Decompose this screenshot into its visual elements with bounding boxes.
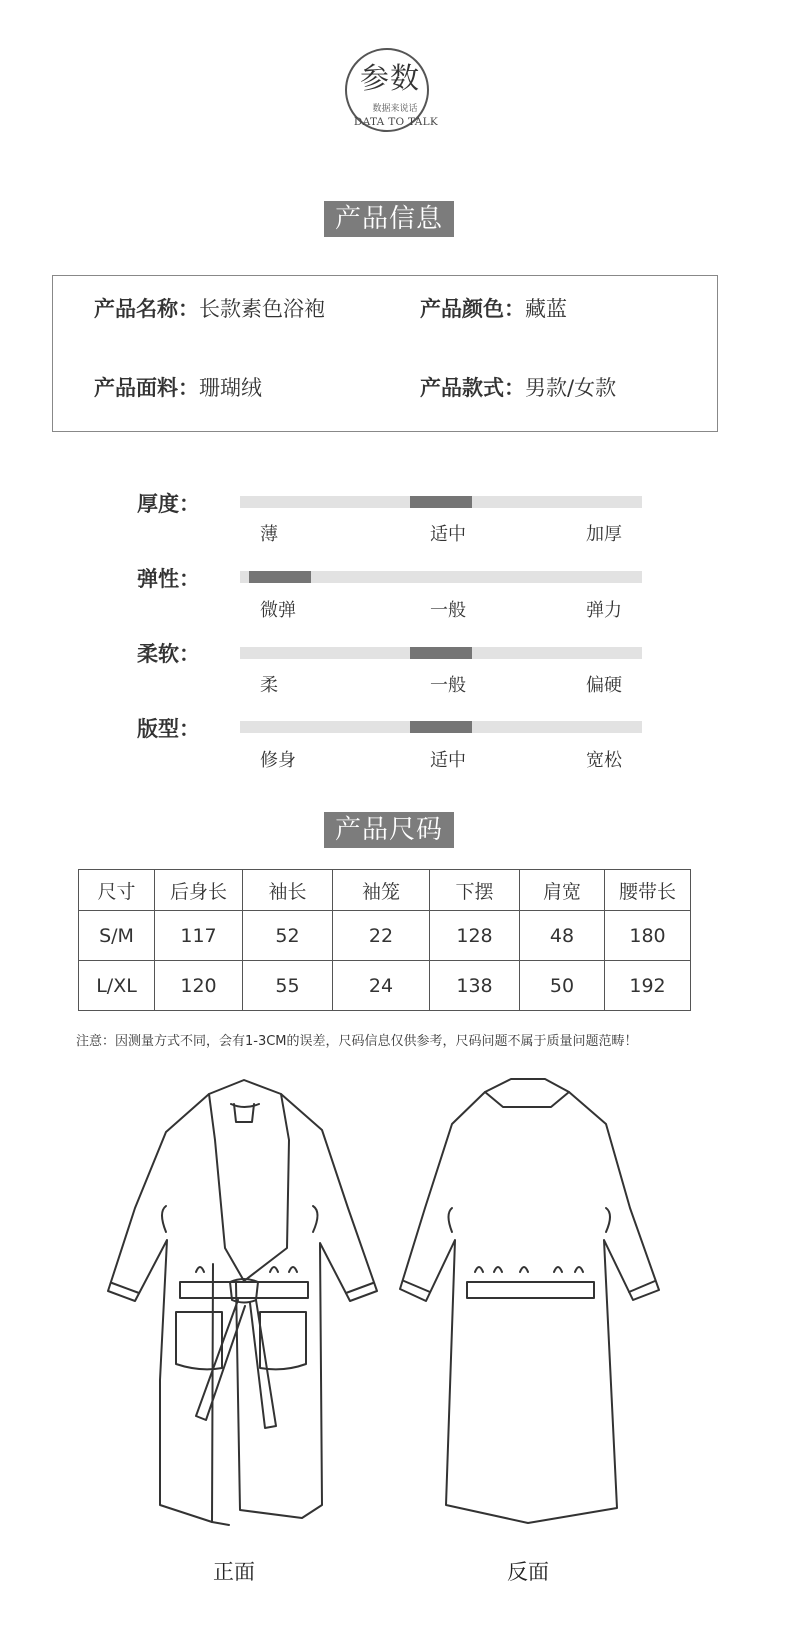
logo-subtitle: 数据来说话 bbox=[372, 104, 418, 114]
info-key: 产品面料： bbox=[94, 376, 199, 400]
scale-tick-mid: 适中 bbox=[430, 524, 466, 545]
table-cell: 24 bbox=[333, 961, 430, 1011]
table-cell: S/M bbox=[79, 911, 155, 961]
scale-label-softness: 柔软： bbox=[137, 642, 200, 666]
table-cell: 192 bbox=[605, 961, 691, 1011]
info-key: 产品名称： bbox=[94, 297, 199, 321]
front-label: 正面 bbox=[213, 1560, 255, 1584]
size-note: 注意：因测量方式不同，会有1-3CM的误差，尺码信息仅供参考，尺码问题不属于质量问题范畴！ bbox=[76, 1034, 638, 1049]
size-chart-heading: 产品尺码 bbox=[324, 812, 454, 848]
table-cell: 128 bbox=[430, 911, 520, 961]
scale-tick-mid: 一般 bbox=[430, 675, 466, 696]
info-key: 产品颜色： bbox=[420, 297, 525, 321]
table-header-cell: 尺寸 bbox=[79, 870, 155, 911]
scale-label-elasticity: 弹性： bbox=[137, 567, 200, 591]
back-label: 反面 bbox=[507, 1560, 549, 1584]
table-cell: 180 bbox=[605, 911, 691, 961]
scale-tick-low: 微弹 bbox=[260, 600, 296, 621]
info-key: 产品款式： bbox=[420, 376, 525, 400]
table-header-cell: 腰带长 bbox=[605, 870, 691, 911]
table-cell: 55 bbox=[243, 961, 333, 1011]
scale-tick-low: 修身 bbox=[260, 750, 296, 771]
table-cell: 52 bbox=[243, 911, 333, 961]
scale-tick-high: 加厚 bbox=[586, 524, 622, 545]
table-cell: L/XL bbox=[79, 961, 155, 1011]
table-cell: 120 bbox=[155, 961, 243, 1011]
table-cell: 50 bbox=[520, 961, 605, 1011]
table-header-cell: 肩宽 bbox=[520, 870, 605, 911]
scale-tick-high: 弹力 bbox=[586, 600, 622, 621]
info-value: 珊瑚绒 bbox=[199, 376, 262, 400]
info-value: 藏蓝 bbox=[525, 297, 567, 321]
table-header-cell: 下摆 bbox=[430, 870, 520, 911]
scale-label-fit: 版型： bbox=[137, 717, 200, 741]
table-cell: 117 bbox=[155, 911, 243, 961]
table-cell: 138 bbox=[430, 961, 520, 1011]
scale-tick-high: 宽松 bbox=[586, 750, 622, 771]
scale-tick-high: 偏硬 bbox=[586, 675, 622, 696]
scale-tick-mid: 适中 bbox=[430, 750, 466, 771]
scale-tick-low: 柔 bbox=[260, 675, 278, 696]
table-header-cell: 袖长 bbox=[243, 870, 333, 911]
scale-tick-mid: 一般 bbox=[430, 600, 466, 621]
scale-label-thickness: 厚度： bbox=[137, 492, 200, 516]
table-cell: 48 bbox=[520, 911, 605, 961]
info-value: 长款素色浴袍 bbox=[199, 297, 325, 321]
table-header-cell: 袖笼 bbox=[333, 870, 430, 911]
product-info-heading: 产品信息 bbox=[324, 201, 454, 237]
logo-english: DATA TO TALK bbox=[353, 116, 439, 128]
info-value: 男款/女款 bbox=[525, 376, 617, 400]
table-cell: 22 bbox=[333, 911, 430, 961]
scale-tick-low: 薄 bbox=[260, 524, 278, 545]
table-header-cell: 后身长 bbox=[155, 870, 243, 911]
logo-title: 参数 bbox=[359, 61, 420, 95]
